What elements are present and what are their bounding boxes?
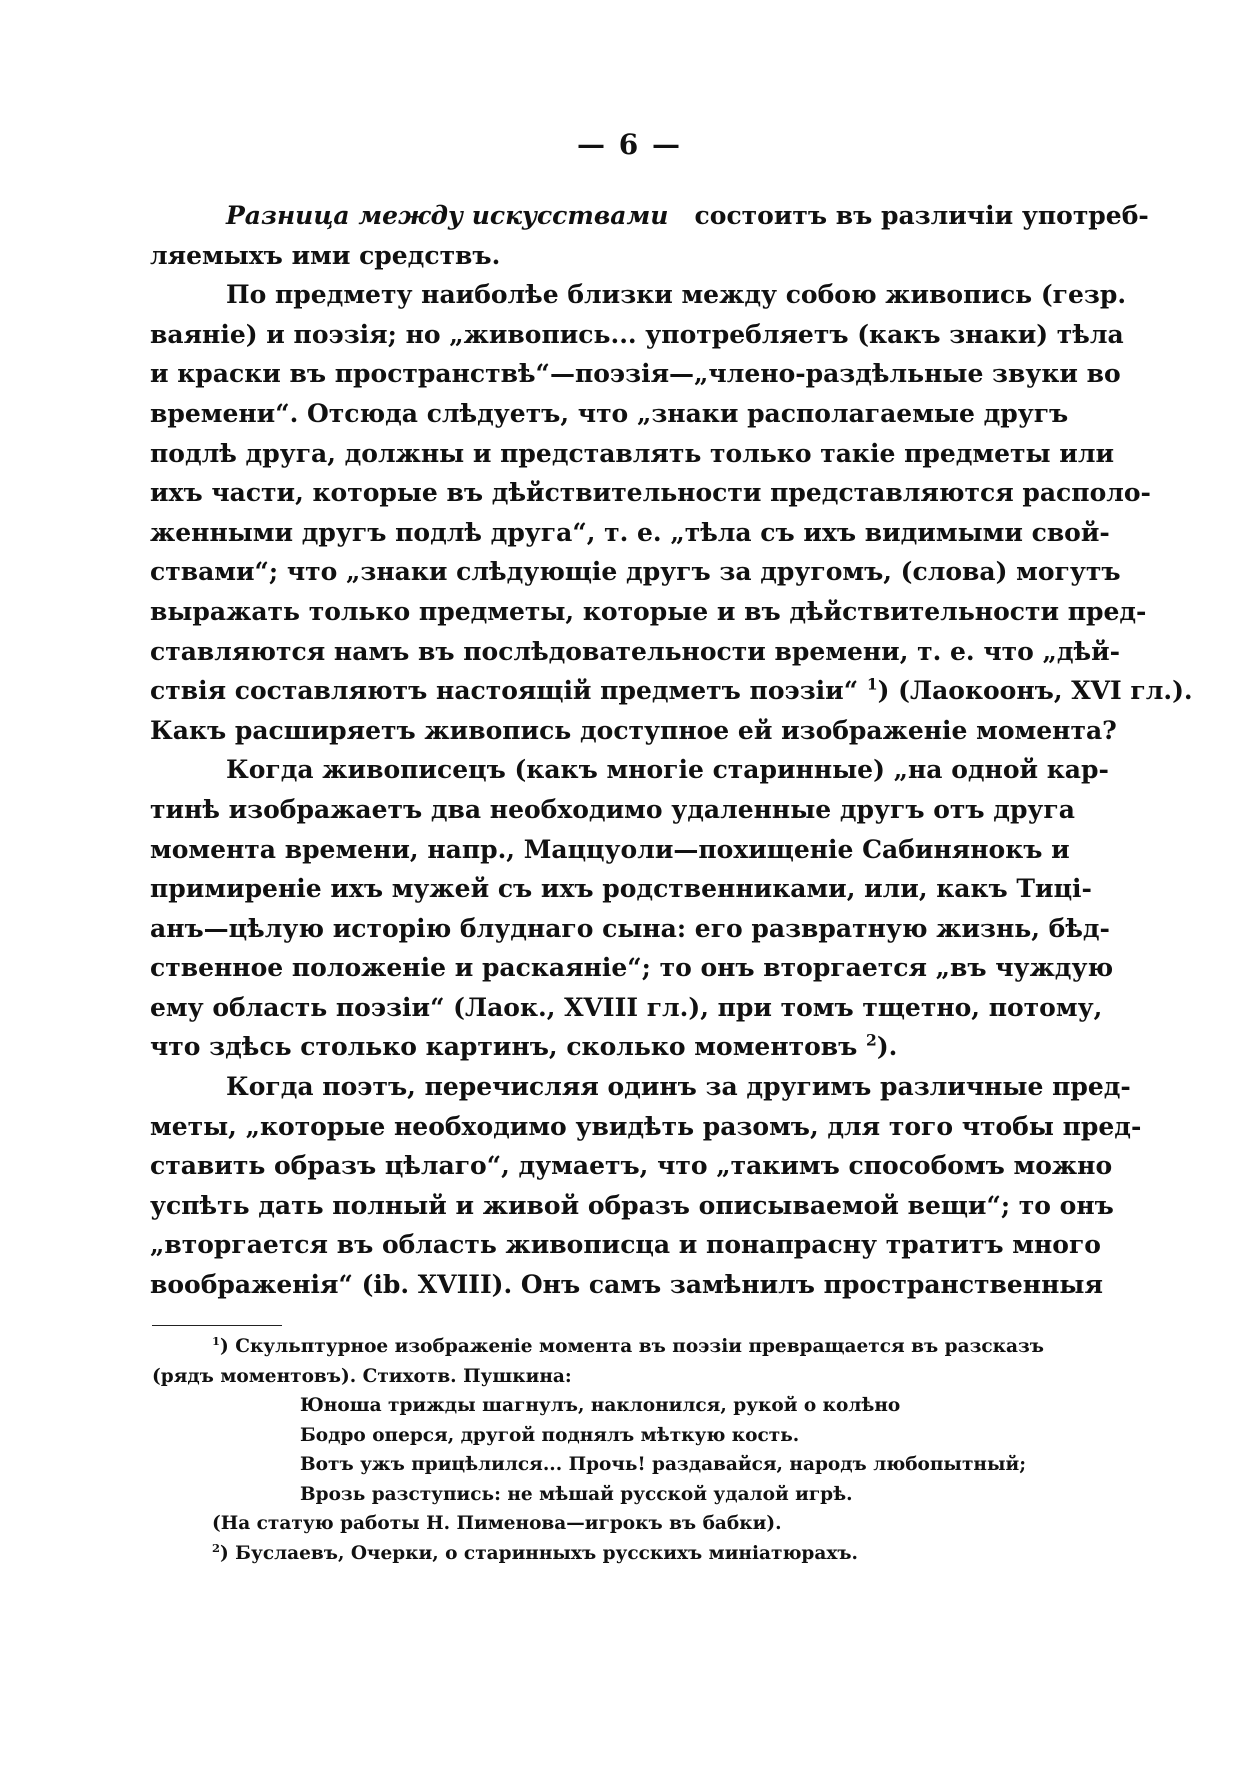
text-line: момента времени, напр., Маццуоли—похищеніе Сабинянокъ и	[150, 834, 1070, 864]
text-line: времени“. Отсюда слѣдуетъ, что „знаки располагаемые другъ	[150, 398, 1069, 428]
text-line: женными другъ подлѣ друга“, т. е. „тѣла съ ихъ видимыми свой-	[150, 517, 1110, 547]
text-line: Когда живописецъ (какъ многіе старинные) „на одной кар-	[226, 755, 1109, 785]
text-line: ихъ части, которые въ дѣйствительности представляются располо-	[150, 478, 1151, 508]
footnote-divider	[152, 1325, 282, 1326]
verse-line: Вотъ ужъ прицѣлился... Прочь! раздавайся, народъ любопытный;	[300, 1454, 1027, 1475]
text-line: что здѣсь столько картинъ, сколько моментовъ $^2$).	[150, 1031, 898, 1062]
text-line: выражать только предметы, которые и въ дѣйствительности пред-	[150, 596, 1147, 626]
text-line: тинѣ изображаетъ два необходимо удаленные другъ отъ друга	[150, 794, 1075, 824]
footnote-1-continued: (рядъ моментовъ). Стихотв. Пушкина:	[152, 1365, 572, 1387]
text-line: воображенія“ (ib. XVIII). Онъ самъ замѣнилъ пространственныя	[150, 1270, 1103, 1300]
text-line: ставляются намъ въ послѣдовательности времени, т. е. что „дѣй-	[150, 636, 1121, 666]
text-line: ствами“; что „знаки слѣдующіе другъ за другомъ, (слова) могутъ	[150, 557, 1121, 587]
text-line: успѣть дать полный и живой образъ описываемой вещи“; то онъ	[150, 1190, 1114, 1220]
footnote-marker: 2	[212, 1540, 220, 1555]
footnote-1: $^1$) Скульптурное изображеніе момента въ поэзіи превращается въ разсказъ	[212, 1333, 1044, 1357]
footnote-2: $^2$) Буслаевъ, Очерки, о старинныхъ русскихъ миніатюрахъ.	[212, 1540, 858, 1564]
verse-line: Врозь разступись: не мѣшай русской удалой игрѣ.	[300, 1483, 853, 1505]
footnotes	[152, 1332, 1044, 1568]
text-line: ставить образъ цѣлаго“, думаетъ, что „такимъ способомъ можно	[150, 1151, 1113, 1181]
text-line: ственное положеніе и раскаяніе“; то онъ вторгается „въ чуждую	[150, 953, 1114, 983]
text-line: По предмету наиболѣе близки между собою живопись (гезр.	[226, 280, 1127, 310]
text-line: анъ—цѣлую исторію блуднаго сына: его развратную жизнь, бѣд-	[150, 913, 1110, 943]
text-line: Когда поэтъ, перечисляя одинъ за другимъ различные пред-	[226, 1072, 1131, 1102]
page-number: — 6 —	[577, 128, 682, 161]
text-line: Разница между искусствами состоитъ въ различіи употреб-	[226, 201, 1149, 230]
italic-phrase: Разница между искусствами	[226, 201, 669, 230]
text-line: ему область поэзіи“ (Лаок., XVIII гл.), при томъ тщетно, потому,	[150, 992, 1103, 1022]
verse-line: Бодро оперся, другой поднялъ мѣткую кость.	[300, 1424, 800, 1446]
text-line: Какъ расширяетъ живопись доступное ей изображеніе момента?	[150, 715, 1117, 745]
text-line: подлѣ друга, должны и представлять только такіе предметы или	[150, 438, 1115, 468]
footnote-ref: 2	[866, 1031, 877, 1051]
text-line: ствія составляютъ настоящій предметъ поэзіи“ $^1$) (Лаокоонъ, XVI гл.).	[150, 674, 1193, 706]
text-line: примиреніе ихъ мужей съ ихъ родственниками, или, какъ Тиці-	[150, 874, 1092, 904]
verse-line: Юноша трижды шагнулъ, наклонился, рукой о колѣно	[300, 1395, 901, 1416]
footnote-ref: 1	[866, 674, 878, 694]
text-line: меты, „которые необходимо увидѣть разомъ, для того чтобы пред-	[150, 1111, 1142, 1141]
footnote-marker: 1	[212, 1333, 220, 1348]
text-line: ляемыхъ ими средствъ.	[150, 240, 501, 270]
text-line: „вторгается въ область живописца и понапрасну тратитъ много	[150, 1230, 1101, 1260]
text-line: и краски въ пространствѣ“—поэзія—„члено-раздѣльные звуки во	[150, 359, 1121, 389]
footnote-1-source: (На статую работы Н. Пименова—игрокъ въ бабки).	[212, 1513, 782, 1534]
text-line: ваяніе) и поэзія; но „живопись... употребляетъ (какъ знаки) тѣла	[150, 319, 1124, 349]
main-text	[150, 196, 1193, 1305]
